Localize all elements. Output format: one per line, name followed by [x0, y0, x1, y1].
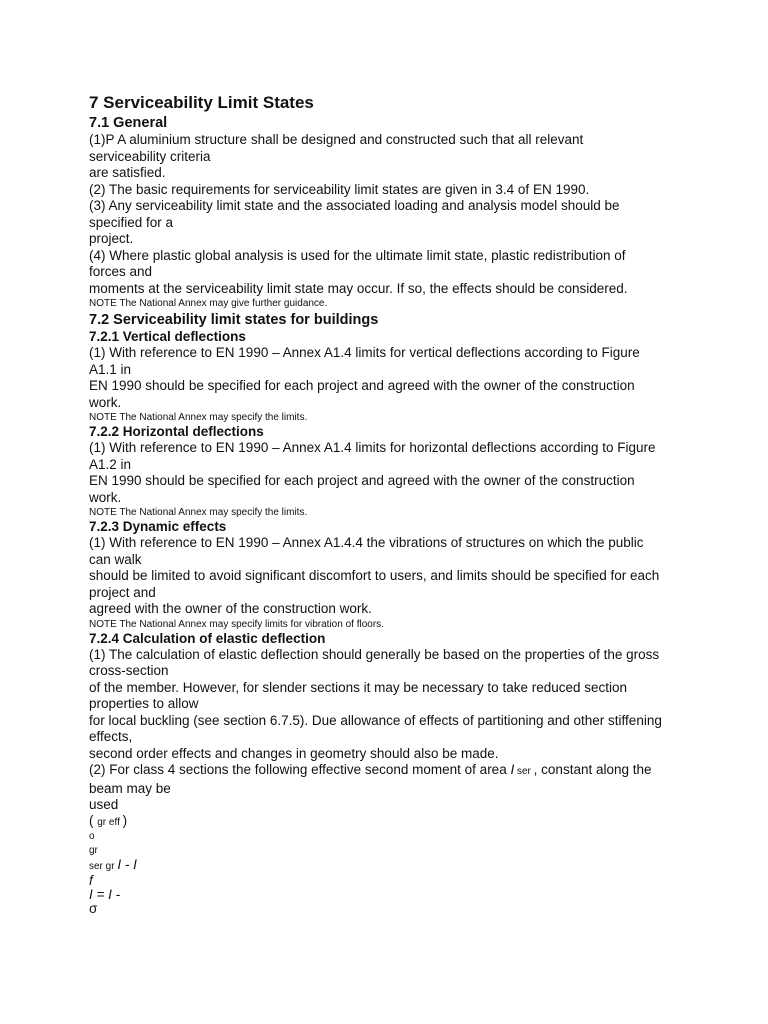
s71-line-3: are satisfied. [89, 165, 166, 180]
heading-7-2-2: 7.2.2 Horizontal deflections [89, 424, 264, 439]
s71-line-10: moments at the serviceability limit state may occur. If so, the effects should be considered. [89, 280, 628, 296]
s722-line-2: A1.2 in [89, 456, 132, 472]
heading-7-1: 7.1 General [89, 115, 168, 131]
formula-subscript-ser-gr: ser gr [89, 860, 118, 872]
s721-line-1: (1) With reference to EN 1990 – Annex A1.4 limits for vertical deflections according to Figure [89, 345, 640, 360]
formula-line-6: I = I - [89, 886, 121, 902]
s71-line-6: specified for a [89, 214, 174, 230]
s71-line-4: (2) The basic requirements for serviceability limit states are given in 3.4 of EN 1990. [89, 181, 590, 197]
s724-line-5: for local buckling (see section 6.7.5). Due allowance of effects of partitioning and other stiffening [89, 712, 662, 728]
formula-line-3: gr [89, 844, 98, 856]
s723-line-5: agreed with the owner of the construction work. [89, 601, 372, 616]
document-page [89, 93, 749, 916]
formula-line-5: f [89, 872, 93, 888]
s724-line-1: (1) The calculation of elastic deflection should generally be based on the properties of the gross [89, 646, 660, 662]
s723-line-3: should be limited to avoid significant discomfort to users, and limits should be specified for each [89, 568, 660, 583]
s71-line-1: (1)P A aluminium structure shall be designed and constructed such that all relevant [89, 132, 584, 147]
formula-paren-close: ) [122, 812, 128, 828]
symbol-I: I [510, 762, 515, 777]
s71-line-8: (4) Where plastic global analysis is used for the ultimate limit state, plastic redistribution of [89, 247, 626, 263]
s724-line-3: of the member. However, for slender sections it may be necessary to take reduced section [89, 679, 628, 695]
formula-paren-open: ( [89, 812, 98, 828]
s724-line-2: cross-section [89, 663, 169, 678]
formula-sigma: σ [89, 900, 98, 916]
formula-I-minus-I: I - I [117, 856, 137, 872]
heading-7-2-1: 7.2.1 Vertical deflections [89, 329, 246, 344]
heading-7-2-4: 7.2.4 Calculation of elastic deflection [89, 630, 326, 646]
subscript-ser: ser [514, 766, 534, 777]
s724-p2-start: (2) For class 4 sections the following effective second moment of area [89, 762, 511, 777]
s71-note: NOTE The National Annex may give further guidance. [89, 298, 328, 309]
s71-line-2: serviceability criteria [89, 148, 211, 164]
s722-line-3: EN 1990 should be specified for each project and agreed with the owner of the construction [89, 473, 635, 488]
s723-note: NOTE The National Annex may specify limits for vibration of floors. [89, 618, 384, 630]
s724-p2-line-2: beam may be [89, 780, 171, 796]
formula-line-2: o [89, 830, 95, 842]
s724-line-7: second order effects and changes in geometry should also be made. [89, 745, 499, 761]
s721-line-2: A1.1 in [89, 361, 132, 377]
s722-line-4: work. [89, 489, 122, 505]
s724-p2-line-1 [89, 762, 749, 781]
s723-line-1: (1) With reference to EN 1990 – Annex A1.4.4 the vibrations of structures on which the public [89, 535, 644, 550]
s724-p2-line-3: used [89, 797, 119, 812]
s723-line-4: project and [89, 584, 156, 600]
s724-line-4: properties to allow [89, 696, 199, 711]
s724-p2-end: , constant along the [533, 762, 652, 777]
s723-line-2: can walk [89, 551, 142, 567]
heading-7-2-3: 7.2.3 Dynamic effects [89, 519, 227, 534]
s71-line-5: (3) Any serviceability limit state and the associated loading and analysis model should be [89, 198, 620, 213]
formula-line-1 [89, 814, 749, 830]
s722-note: NOTE The National Annex may specify the limits. [89, 507, 308, 518]
s721-line-3: EN 1990 should be specified for each project and agreed with the owner of the construction [89, 378, 635, 393]
formula-line-4 [89, 858, 749, 874]
formula-subscript-gr-eff: gr eff [97, 816, 123, 828]
s721-note: NOTE The National Annex may specify the limits. [89, 412, 308, 423]
s722-line-1: (1) With reference to EN 1990 – Annex A1.4 limits for horizontal deflections according to Figure [89, 440, 656, 455]
section-title: 7 Serviceability Limit States [89, 93, 314, 112]
s724-line-6: effects, [89, 729, 133, 744]
heading-7-2: 7.2 Serviceability limit states for buildings [89, 312, 379, 328]
s721-line-4: work. [89, 394, 122, 410]
s71-line-9: forces and [89, 264, 153, 279]
s71-line-7: project. [89, 231, 134, 246]
